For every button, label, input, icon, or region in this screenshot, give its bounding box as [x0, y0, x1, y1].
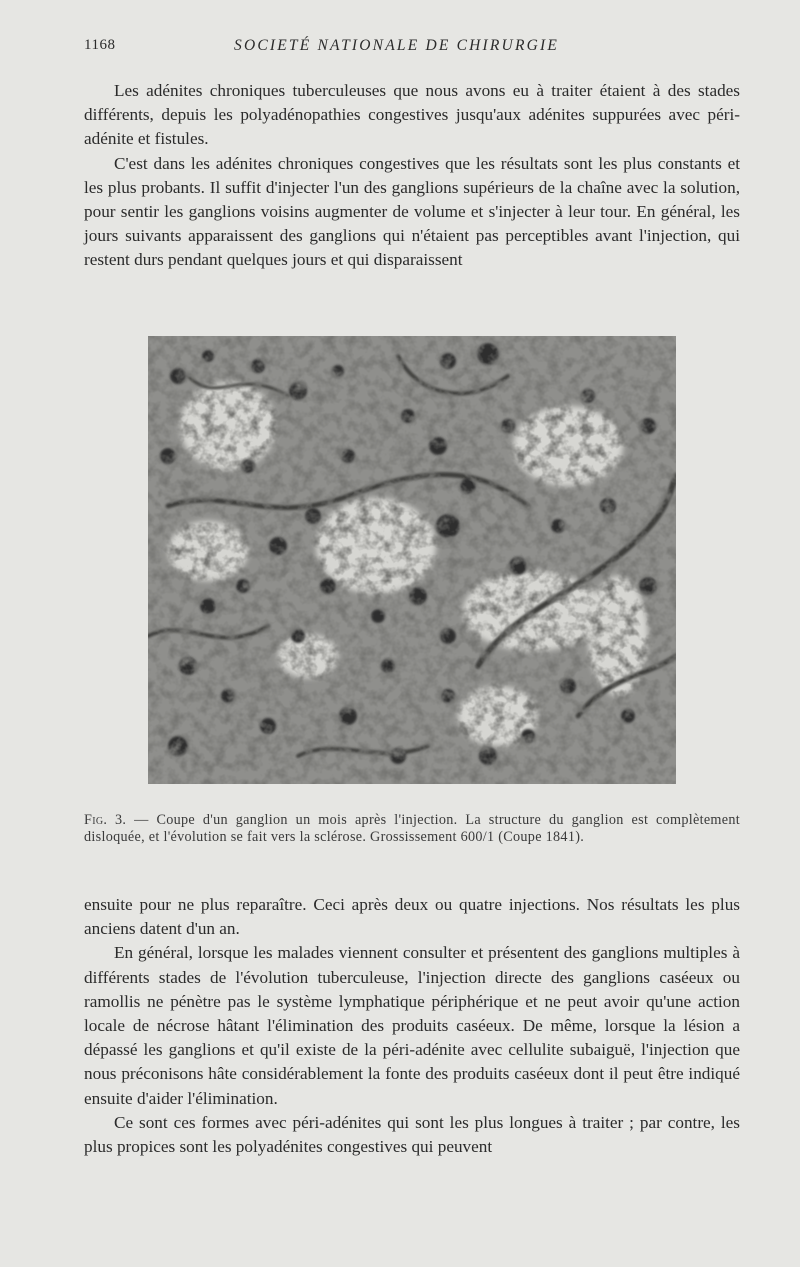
figure-label: Fig. 3.: [84, 812, 127, 828]
paragraph: En général, lorsque les malades viennent consulter et présentent des ganglions multiples à différents stades de l'évolution tuberculeuse, l'injection directe des ganglions caséeux ou ramollis ne pénètre pas le système lymphatique périphérique et ne peut avoir qu'une action locale de nécrose hâtant l'élimination des produits caséeux. De même, lorsque la lésion a dépassé les ganglions et qu'il existe de la péri-adénite avec cellulite subaiguë, l'injection que nous préconisons hâte considérablement la fonte des produits caséeux dont il peut être indiqué ensuite d'aider l'élimination.: [84, 943, 740, 1108]
paragraph: Les adénites chroniques tuberculeuses que nous avons eu à traiter étaient à des stades différents, depuis les polyadénopathies congestives jusqu'aux adénites suppurées avec péri-adénite et fistules.: [84, 81, 740, 149]
text-after-figure: [84, 893, 740, 1159]
paragraph: Ce sont ces formes avec péri-adénites qui sont les plus longues à traiter ; par contre, les plus propices sont les polyadénites congestives qui peuvent: [84, 1112, 740, 1157]
paragraph: C'est dans les adénites chroniques congestives que les résultats sont les plus constants et les plus probants. Il suffit d'injecter l'un des ganglions supérieurs de la chaîne avec la solution, pour sentir les ganglions voisins augmenter de volume et s'injecter à leur tour. En général, les jours suivants apparaissent des ganglions qui n'étaient pas perceptibles avant l'injection, qui restent durs pendant quelques jours et qui disparaissent: [84, 153, 740, 270]
page-number: 1168: [84, 37, 116, 53]
running-title: SOCIETÉ NATIONALE DE CHIRURGIE: [234, 37, 560, 54]
micrograph-figure: [148, 336, 676, 784]
page-header: [84, 37, 740, 57]
figure-caption-text: — Coupe d'un ganglion un mois après l'injection. La structure du ganglion est complètement disloquée, et l'évolution se fait vers la sclérose. Grossissement 600/1 (Coupe 1841).: [84, 812, 741, 846]
paragraph: ensuite pour ne plus reparaître. Ceci après deux ou quatre injections. Nos résultats les plus anciens datent d'un an.: [84, 895, 740, 939]
micrograph-image: [148, 336, 676, 784]
text-before-figure: [84, 79, 740, 273]
figure-caption: [84, 812, 740, 846]
